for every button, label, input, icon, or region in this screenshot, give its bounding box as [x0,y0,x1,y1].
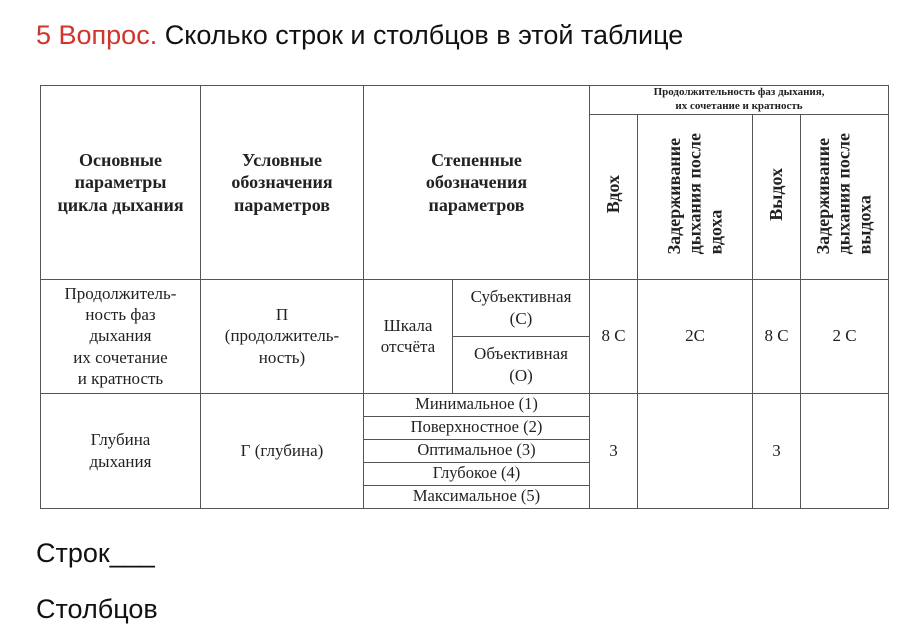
row2-level-2 [364,416,590,439]
row1-hold-after-inhale-text: 2С [685,326,705,346]
question-number: 5 Вопрос. [36,20,158,50]
header-inhale [590,114,638,279]
row1-inhale [590,279,638,393]
header-hold-after-exhale [801,114,889,279]
row2-level-5-text: Максимальное (5) [412,486,541,506]
row2-exhale [753,393,801,508]
header-phases-group [590,86,889,115]
row2-level-3 [364,439,590,462]
header-hold-after-inhale-text: Задерживание дыхания после вдоха [663,133,726,255]
row2-level-4 [364,462,590,485]
header-hold-after-inhale [638,114,753,279]
cols-answer-field: Столбцов [36,594,158,624]
row1-exhale [753,279,801,393]
row2-level-1-text: Минимальное (1) [415,394,538,414]
breathing-table-grid [40,85,889,509]
header-hold-after-exhale-text: Задерживание дыхания после выдоха [813,133,875,255]
header-degree-notation-text: Степенные обозначения параметров [425,149,528,215]
header-symbols-text: Условные обозначения параметров [231,149,333,215]
header-symbols [201,86,364,280]
row2-level-1 [364,393,590,416]
row1-symbol [201,279,364,393]
row1-objective [453,336,590,393]
row1-inhale-text: 8 С [601,326,626,346]
row2-inhale-text: 3 [609,440,618,460]
row1-scale-text: Шкала отсчёта [380,315,436,356]
rows-answer-field: Строк___ [36,538,155,568]
row2-param [41,393,201,508]
row1-subjective-text: Субъективная (С) [470,287,572,328]
row2-symbol [201,393,364,508]
row2-hold-after-inhale [638,393,753,508]
row2-symbol-text: Г (глубина) [240,440,324,460]
header-main-parameters-text: Основные параметры цикла дыхания [57,149,184,215]
row1-param-text: Продолжитель- ность фаз дыхания их сочетание и кратность [64,283,177,388]
header-exhale-text: Выдох [766,167,787,221]
row2-level-3-text: Оптимальное (3) [417,440,536,460]
breathing-table [40,85,888,504]
row2-exhale-text: 3 [772,440,781,460]
row1-scale [364,279,453,393]
row1-hold-after-exhale [801,279,889,393]
row2-hold-after-exhale [801,393,889,508]
question-title [36,20,683,51]
row2-param-text: Глубина дыхания [89,430,152,471]
header-inhale-text: Вдох [603,174,624,213]
row1-param [41,279,201,393]
question-text: Сколько строк и столбцов в этой таблице [164,20,684,50]
row2-level-5 [364,485,590,508]
row2-level-2-text: Поверхностное (2) [410,417,543,437]
row1-exhale-text: 8 С [764,326,789,346]
row2-inhale [590,393,638,508]
row1-subjective [453,279,590,336]
row1-objective-text: Объективная (О) [474,344,568,385]
header-degree-notation [364,86,590,280]
header-exhale [753,114,801,279]
row1-hold-after-inhale [638,279,753,393]
row1-hold-after-exhale-text: 2 С [832,326,857,346]
header-phases-group-text: Продолжительность фаз дыхания, их сочетание и кратность [653,86,825,112]
row1-symbol-text: П (продолжитель- ность) [224,305,340,367]
header-main-parameters [41,86,201,280]
row2-level-4-text: Глубокое (4) [432,463,521,483]
